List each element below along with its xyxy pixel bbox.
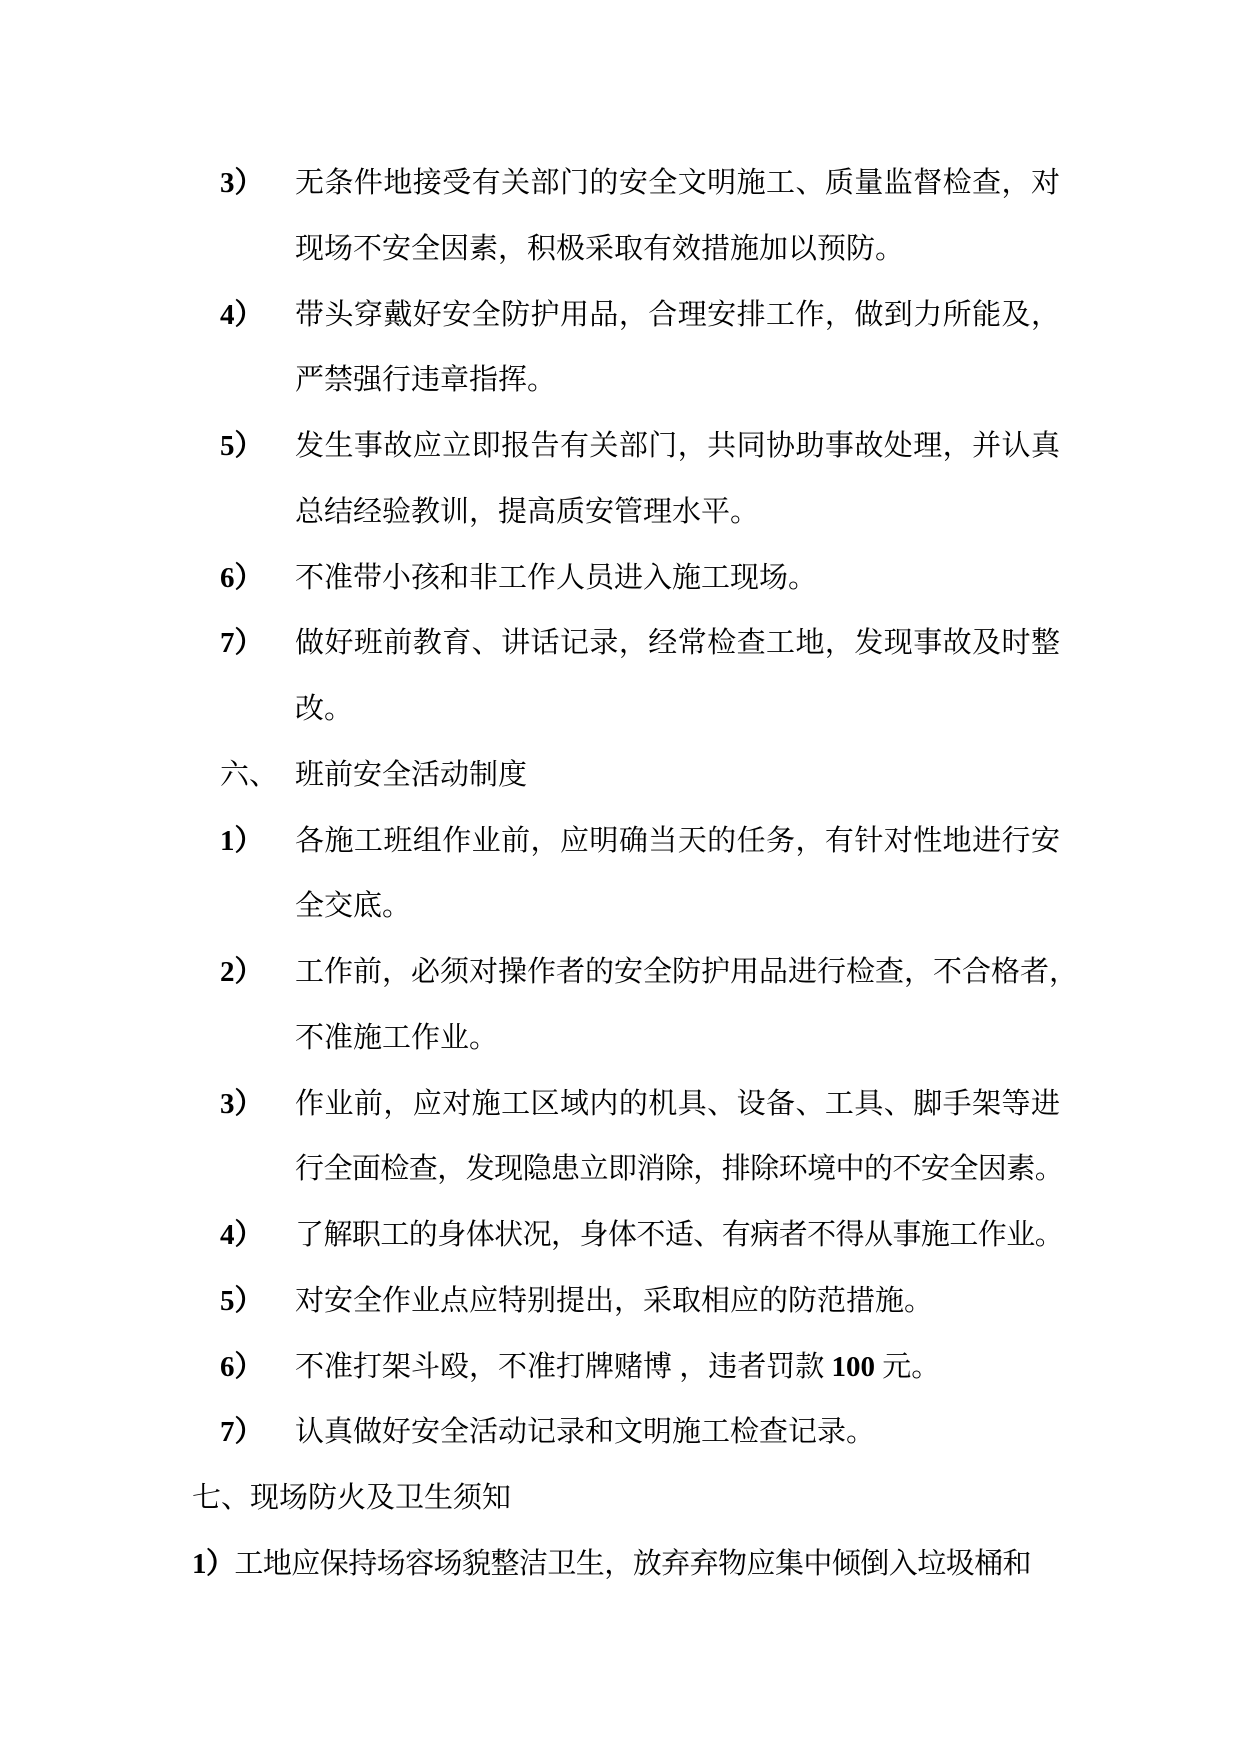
- list-item-line: [0, 1137, 1241, 1203]
- list-item: [0, 1072, 1241, 1204]
- item-text-part: 工地应保持场容场貌整洁卫生，放弃弃物应集中倾倒入垃圾桶和: [234, 1547, 1032, 1580]
- document-body: [0, 151, 1241, 1598]
- item-text: 带头穿戴好安全防护用品，合理安排工作，做到力所能及，: [295, 298, 1060, 331]
- list-item-line: [0, 480, 1241, 546]
- list-item-line: [0, 1006, 1241, 1072]
- item-text: 不准施工作业。: [295, 1021, 499, 1054]
- list-item-line: [0, 151, 1241, 217]
- item-text: 发生事故应立即报告有关部门，共同协助事故处理，并认真: [295, 430, 1060, 462]
- item-number: 7）: [220, 627, 264, 660]
- item-text: 总结经验教训，提高质安管理水平。: [295, 495, 760, 528]
- item-number: 5）: [220, 1284, 264, 1317]
- item-number: 6）: [220, 561, 264, 594]
- item-text: 行全面检查，发现隐患立即消除，排除环境中的不安全因素。: [295, 1153, 1064, 1186]
- item-text-part: 不准打架斗殴，不准打牌赌博 ，违者罚款: [295, 1350, 832, 1383]
- item-number: 6）: [220, 1350, 264, 1383]
- section-heading: [0, 743, 1241, 809]
- list-item: [0, 1335, 1241, 1401]
- item-number: 5）: [220, 430, 264, 462]
- list-item-line: [0, 940, 1241, 1006]
- list-item-line: [0, 217, 1241, 283]
- list-item: [0, 283, 1241, 415]
- item-number: 2）: [220, 956, 264, 988]
- list-item-line: [0, 1072, 1241, 1138]
- item-number: 1）: [220, 824, 264, 857]
- section-title: 七、现场防火及卫生须知: [192, 1482, 512, 1514]
- list-item-line: [0, 611, 1241, 677]
- list-item: [0, 414, 1241, 546]
- list-item: [0, 611, 1241, 743]
- list-item-line: [0, 1532, 1241, 1598]
- list-item: [0, 546, 1241, 612]
- section-number: 六、: [220, 758, 279, 791]
- item-text-part: 元。: [875, 1350, 941, 1383]
- section-title: 班前安全活动制度: [295, 758, 528, 791]
- item-number: 4）: [220, 298, 264, 331]
- list-item: [0, 1400, 1241, 1466]
- item-text: [295, 1335, 940, 1401]
- item-text: 做好班前教育、讲话记录，经常检查工地，发现事故及时整: [295, 627, 1060, 660]
- item-number: 7）: [220, 1416, 264, 1449]
- list-item-line: [0, 348, 1241, 414]
- list-item-line: [0, 1335, 1241, 1401]
- list-item-line: [0, 283, 1241, 349]
- item-number: 3）: [220, 167, 264, 199]
- item-text: 严禁强行违章指挥。: [295, 364, 557, 397]
- list-item: [0, 809, 1241, 941]
- item-text: 全交底。: [295, 890, 412, 923]
- item-text: 不准带小孩和非工作人员进入施工现场。: [295, 561, 818, 594]
- list-item-line: [0, 1269, 1241, 1335]
- list-item: [0, 1203, 1241, 1269]
- item-text: 工作前，必须对操作者的安全防护用品进行检查，不合格者，: [295, 956, 1079, 988]
- item-number: 1）: [192, 1547, 235, 1580]
- list-item-line: [0, 1203, 1241, 1269]
- item-text: 对安全作业点应特别提出，采取相应的防范措施。: [295, 1284, 934, 1317]
- section-heading: [0, 1466, 1241, 1532]
- list-item: [0, 1269, 1241, 1335]
- list-item-line: [0, 677, 1241, 743]
- list-item-line: [0, 809, 1241, 875]
- list-item-line: [0, 874, 1241, 940]
- list-item: [0, 151, 1241, 283]
- item-text: 认真做好安全活动记录和文明施工检查记录。: [295, 1416, 876, 1449]
- item-text: 无条件地接受有关部门的安全文明施工、质量监督检查，对: [295, 167, 1060, 199]
- fine-amount: 100: [831, 1350, 876, 1383]
- item-text: [192, 1532, 1031, 1598]
- list-item-line: [0, 1400, 1241, 1466]
- item-text: 改。: [295, 693, 354, 725]
- list-item-line: [0, 414, 1241, 480]
- item-text: 了解职工的身体状况，身体不适、有病者不得从事施工作业。: [295, 1219, 1064, 1251]
- list-item: [0, 940, 1241, 1072]
- item-number: 4）: [220, 1219, 264, 1251]
- item-text: 各施工班组作业前，应明确当天的任务，有针对性地进行安: [295, 824, 1060, 857]
- list-item-line: [0, 546, 1241, 612]
- item-text: 作业前，应对施工区域内的机具、设备、工具、脚手架等进: [295, 1087, 1060, 1120]
- item-text: 现场不安全因素，积极采取有效措施加以预防。: [295, 232, 905, 265]
- item-number: 3）: [220, 1087, 264, 1120]
- list-item: [0, 1532, 1241, 1598]
